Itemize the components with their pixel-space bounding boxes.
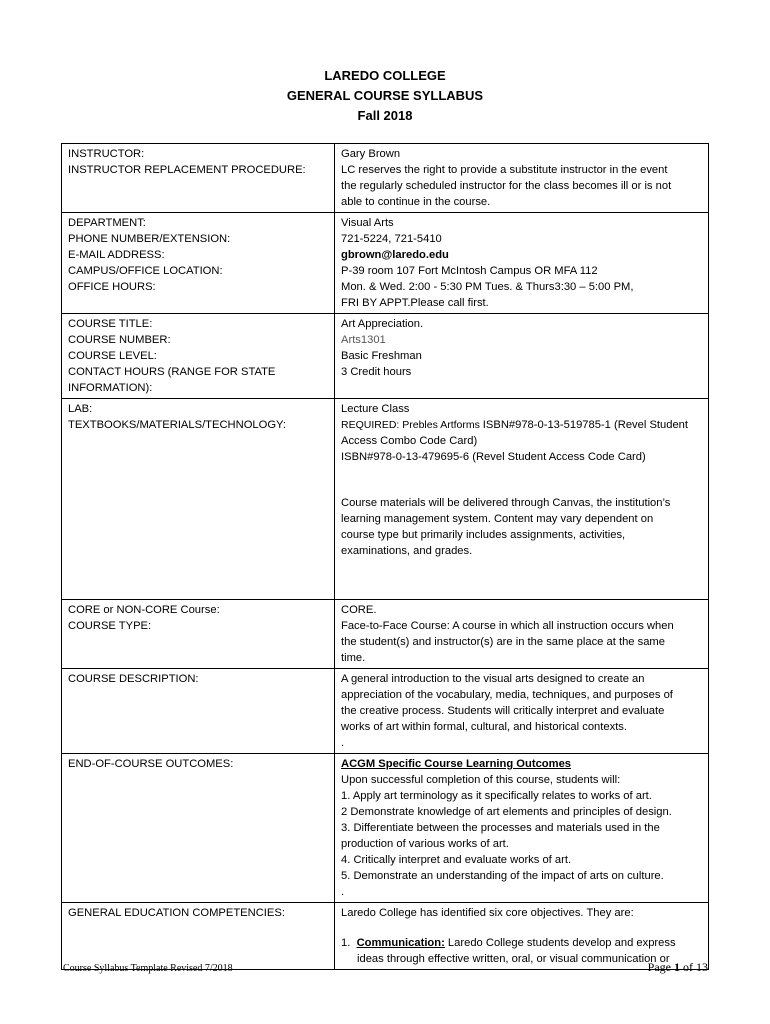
value-textbooks-2: Access Combo Code Card) (341, 435, 478, 447)
label-gen-ed: GENERAL EDUCATION COMPETENCIES: (68, 907, 285, 919)
gen-ed-item-text-2: ideas through effective written, oral, or visual communication or (357, 953, 670, 965)
page-number (648, 960, 708, 975)
value-description-2: appreciation of the vocabulary, media, techniques, and purposes of (341, 689, 673, 701)
label-course-title: COURSE TITLE: (68, 318, 153, 330)
label-replacement: INSTRUCTOR REPLACEMENT PROCEDURE: (68, 164, 306, 176)
value-course-level: Basic Freshman (341, 350, 422, 362)
label-department: DEPARTMENT: (68, 217, 146, 229)
row-outcomes (62, 754, 709, 903)
label-office-hours: OFFICE HOURS: (68, 281, 156, 293)
value-materials-3: course type but primarily includes assignments, activities, (341, 529, 626, 541)
document-title: GENERAL COURSE SYLLABUS (286, 88, 484, 103)
document-header (0, 66, 770, 126)
row-contact (62, 213, 709, 314)
value-department: Visual Arts (341, 217, 394, 229)
value-replacement-1: LC reserves the right to provide a substitute instructor in the event (341, 164, 668, 176)
footer-template-note: Course Syllabus Template Revised 7/2018 (63, 963, 233, 974)
value-office-hours-1: Mon. & Wed. 2:00 - 5:30 PM Tues. & Thurs3:30 – 5:00 PM, (341, 281, 634, 293)
gen-ed-item-number: 1. (341, 937, 351, 949)
label-campus: CAMPUS/OFFICE LOCATION: (68, 265, 223, 277)
row-materials (62, 399, 709, 600)
value-phone: 721-5224, 721-5410 (341, 233, 442, 245)
value-replacement-3: able to continue in the course. (341, 196, 491, 208)
outcome-line-4: 3. Differentiate between the processes and materials used in the (341, 822, 660, 834)
value-description-4: works of art within formal, cultural, and historical contexts. (341, 721, 628, 733)
term: Fall 2018 (357, 108, 413, 123)
label-textbooks: TEXTBOOKS/MATERIALS/TECHNOLOGY: (68, 419, 286, 431)
value-course-title: Art Appreciation. (341, 318, 424, 330)
row-description (62, 669, 709, 754)
label-phone: PHONE NUMBER/EXTENSION: (68, 233, 231, 245)
outcome-line-2: 1. Apply art terminology as it specifically relates to works of art. (341, 790, 652, 802)
gen-ed-intro: Laredo College has identified six core objectives. They are: (341, 907, 634, 919)
required-isbn: ISBN#978-0-13-519785-1 (Revel Student (482, 419, 689, 431)
outcome-line-7: 5. Demonstrate an understanding of the impact of arts on culture. (341, 870, 664, 882)
outcome-line-5: production of various works of art. (341, 838, 509, 850)
label-contact-hours-2: INFORMATION): (68, 382, 153, 394)
spacer (341, 921, 704, 935)
value-contact-hours: 3 Credit hours (341, 366, 412, 378)
outcomes-heading: ACGM Specific Course Learning Outcomes (341, 758, 572, 770)
required-prefix: REQUIRED: Prebles Artforms (341, 419, 483, 431)
value-course-number: Arts1301 (341, 334, 386, 346)
label-core: CORE or NON-CORE Course: (68, 604, 220, 616)
of-word: of (680, 960, 696, 974)
label-contact-hours-1: CONTACT HOURS (RANGE FOR STATE (68, 366, 276, 378)
page-total: 13 (696, 960, 708, 974)
page-current: 1 (674, 960, 680, 974)
label-lab: LAB: (68, 403, 93, 415)
outcome-line-8: . (341, 886, 345, 898)
row-gen-ed (62, 903, 709, 970)
value-course-type-2: the student(s) and instructor(s) are in the same place at the same (341, 636, 665, 648)
value-office-hours-2: FRI BY APPT.Please call first. (341, 297, 489, 309)
row-instructor (62, 144, 709, 213)
outcome-line-6: 4. Critically interpret and evaluate works of art. (341, 854, 572, 866)
label-description: COURSE DESCRIPTION: (68, 673, 199, 685)
value-course-type-1: Face-to-Face Course: A course in which all instruction occurs when (341, 620, 674, 632)
label-course-number: COURSE NUMBER: (68, 334, 171, 346)
label-outcomes: END-OF-COURSE OUTCOMES: (68, 758, 234, 770)
value-description-1: A general introduction to the visual arts designed to create an (341, 673, 645, 685)
label-course-type: COURSE TYPE: (68, 620, 152, 632)
outcome-line-3: 2 Demonstrate knowledge of art elements and principles of design. (341, 806, 672, 818)
syllabus-table (61, 143, 709, 970)
value-course-type-3: time. (341, 652, 366, 664)
value-materials-4: examinations, and grades. (341, 545, 473, 557)
value-textbooks-1 (341, 417, 704, 433)
college-name: LAREDO COLLEGE (324, 68, 446, 83)
value-email[interactable]: gbrown@laredo.edu (341, 249, 449, 261)
label-course-level: COURSE LEVEL: (68, 350, 157, 362)
value-description-5: . (341, 737, 345, 749)
value-description-3: the creative process. Students will critically interpret and evaluate (341, 705, 665, 717)
value-materials-2: learning management system. Content may vary dependent on (341, 513, 654, 525)
value-replacement-2: the regularly scheduled instructor for the class becomes ill or is not (341, 180, 672, 192)
value-core: CORE. (341, 604, 377, 616)
value-textbooks-3: ISBN#978-0-13-479695-6 (Revel Student Access Code Card) (341, 451, 646, 463)
gen-ed-item-1 (341, 935, 704, 951)
outcome-line-1: Upon successful completion of this course, students will: (341, 774, 621, 786)
value-campus: P-39 room 107 Fort McIntosh Campus OR MFA 112 (341, 265, 598, 277)
row-core (62, 600, 709, 669)
value-instructor: Gary Brown (341, 148, 401, 160)
page-word: Page (647, 960, 674, 974)
gen-ed-item-title: Communication: (356, 937, 445, 949)
row-course-info (62, 314, 709, 399)
label-email: E-MAIL ADDRESS: (68, 249, 165, 261)
value-lab: Lecture Class (341, 403, 410, 415)
spacer (341, 465, 704, 495)
value-materials-1: Course materials will be delivered through Canvas, the institution’s (341, 497, 671, 509)
gen-ed-item-text: Laredo College students develop and express (444, 937, 676, 949)
label-instructor: INSTRUCTOR: (68, 148, 145, 160)
